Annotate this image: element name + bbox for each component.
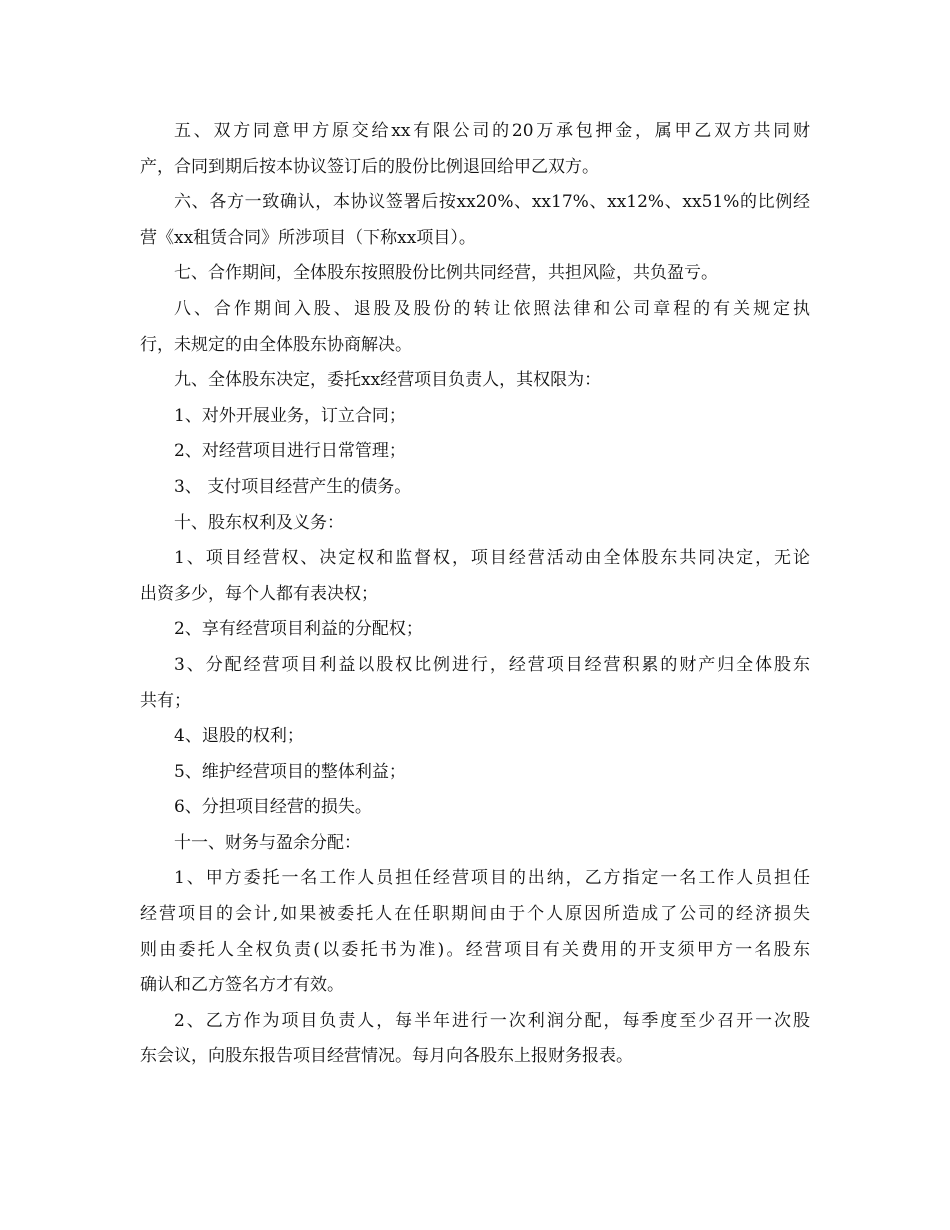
paragraph-p10-5 <box>140 755 810 791</box>
paragraph-p10 <box>140 506 810 542</box>
paragraph-line: 行，未规定的由全体股东协商解决。 <box>140 334 412 355</box>
paragraph-line: 东会议，向股东报告项目经营情况。每月向各股东上报财务报表。 <box>140 1046 633 1067</box>
paragraph-line: 2、对经营项目进行日常管理； <box>174 441 406 462</box>
paragraph-p11 <box>140 826 810 862</box>
paragraph-line: 则由委托人全权负责(以委托书为准)。经营项目有关费用的开支须甲方一名股东 <box>140 939 810 960</box>
paragraph-p10-6 <box>140 790 810 826</box>
paragraph-line: 5、维护经营项目的整体利益； <box>174 761 406 782</box>
paragraph-line: 2、享有经营项目利益的分配权； <box>174 619 423 640</box>
paragraph-p9-1 <box>140 399 810 435</box>
paragraph-p9-2 <box>140 434 810 470</box>
document-body <box>140 114 810 1075</box>
paragraph-p9-3 <box>140 470 810 506</box>
paragraph-line: 出资多少，每个人都有表决权； <box>140 583 378 604</box>
paragraph-p10-3 <box>140 648 810 719</box>
paragraph-p10-4 <box>140 719 810 755</box>
paragraph-line: 1、项目经营权、决定权和监督权，项目经营活动由全体股东共同决定，无论 <box>174 548 810 569</box>
paragraph-line: 产，合同到期后按本协议签订后的股份比例退回给甲乙双方。 <box>140 156 599 177</box>
paragraph-line: 七、合作期间，全体股东按照股份比例共同经营，共担风险，共负盈亏。 <box>174 263 718 284</box>
paragraph-line: 十、股东权利及义务： <box>174 512 344 533</box>
paragraph-line: 1、甲方委托一名工作人员担任经营项目的出纳，乙方指定一名工作人员担任 <box>174 868 810 889</box>
paragraph-line: 八、合作期间入股、退股及股份的转让依照法律和公司章程的有关规定执 <box>174 298 810 319</box>
paragraph-p5 <box>140 114 810 185</box>
paragraph-line: 九、全体股东决定，委托xx经营项目负责人，其权限为： <box>174 370 602 391</box>
paragraph-p10-1 <box>140 541 810 612</box>
paragraph-p11-1 <box>140 861 810 1003</box>
paragraph-line: 3、分配经营项目利益以股权比例进行，经营项目经营积累的财产归全体股东 <box>174 654 810 675</box>
paragraph-line: 经营项目的会计,如果被委托人在任职期间由于个人原因所造成了公司的经济损失 <box>140 904 810 925</box>
paragraph-line: 4、退股的权利； <box>174 726 304 747</box>
paragraph-line: 营《xx租赁合同》所涉项目（下称xx项目）。 <box>140 227 476 248</box>
paragraph-p11-2 <box>140 1004 810 1075</box>
paragraph-p8 <box>140 292 810 363</box>
paragraph-line: 2、乙方作为项目负责人，每半年进行一次利润分配，每季度至少召开一次股 <box>174 1010 810 1031</box>
paragraph-line: 6、分担项目经营的损失。 <box>174 797 372 818</box>
paragraph-line: 六、各方一致确认，本协议签署后按xx20%、xx17%、xx12%、xx51%的比例经 <box>174 192 810 213</box>
paragraph-line: 五、双方同意甲方原交给xx有限公司的20万承包押金，属甲乙双方共同财 <box>174 121 810 141</box>
paragraph-p9 <box>140 363 810 399</box>
paragraph-line: 确认和乙方签名方才有效。 <box>140 975 344 996</box>
paragraph-p10-2 <box>140 612 810 648</box>
paragraph-line: 1、对外开展业务，订立合同； <box>174 405 406 426</box>
paragraph-line: 十一、财务与盈余分配： <box>174 832 361 853</box>
paragraph-line: 共有； <box>140 690 191 711</box>
paragraph-p7 <box>140 256 810 292</box>
paragraph-line: 3、 支付项目经营产生的债务。 <box>174 476 412 497</box>
paragraph-p6 <box>140 185 810 256</box>
